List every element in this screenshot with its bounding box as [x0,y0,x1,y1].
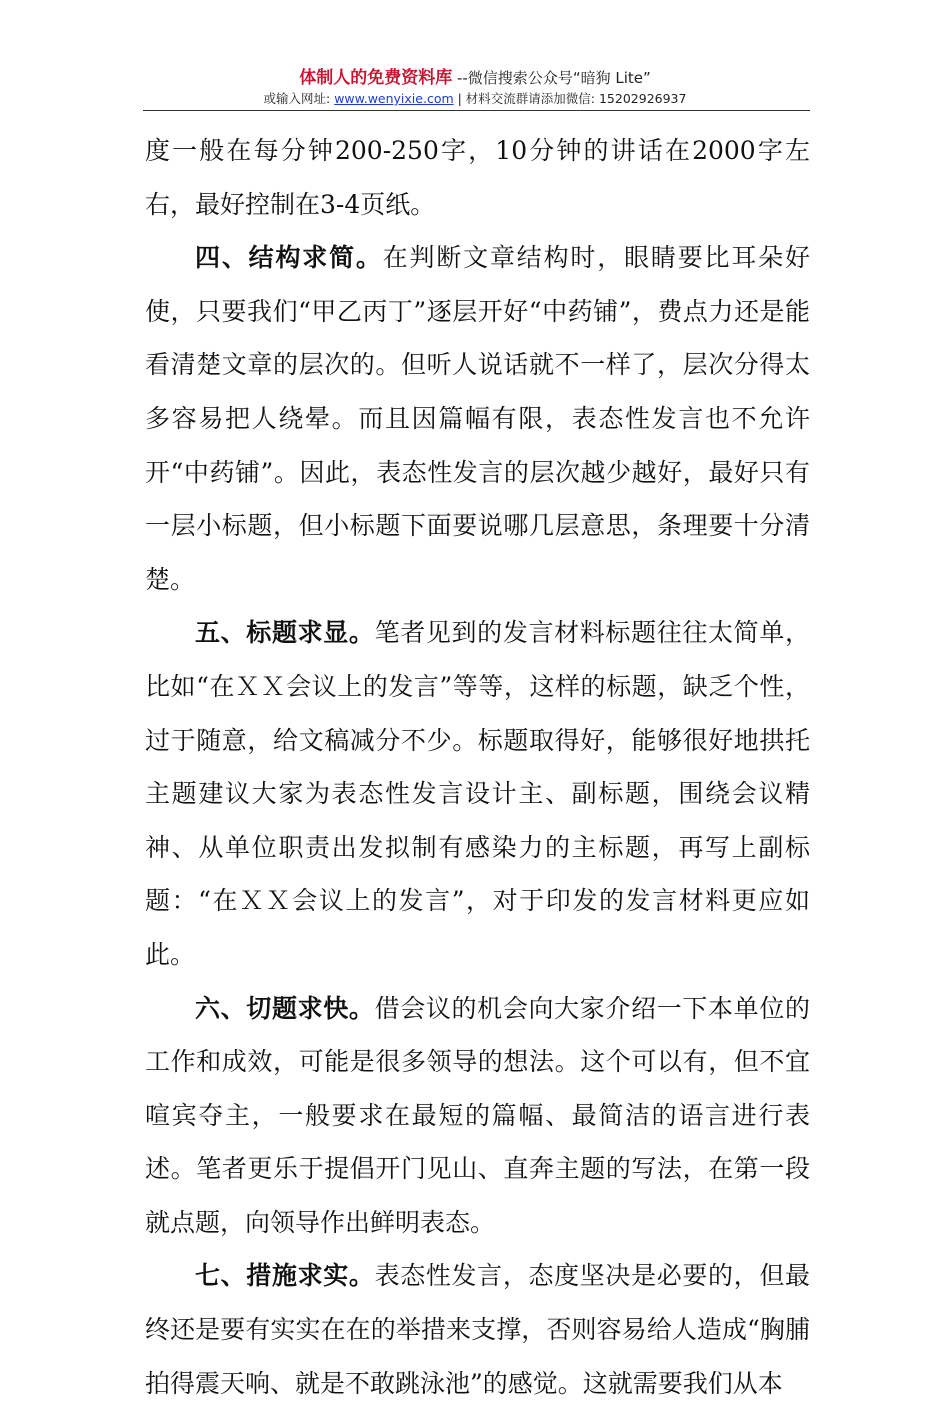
paragraph-1 [145,124,810,231]
url-prefix: 或输入网址: [263,91,335,106]
paragraph-3-text: 笔者见到的发言材料标题往往太简单，比如“在ＸＸ会议上的发言”等等，这样的标题，缺乏个性，过于随意，给文稿减分不少。标题取得好，能够很好地拱托主题建议大家为表态性发言设计主、副标题，围绕会议精神、从单位职责出发拟制有感染力的主标题，再写上副标题：“在ＸＸ会议上的发言”，对于印发的发言材料更应如此。 [145,618,810,969]
section-heading-6: 六、切题求快。 [195,993,375,1023]
paragraph-3 [145,606,810,981]
paragraph-4-text: 借会议的机会向大家介绍一下本单位的工作和成效，可能是很多领导的想法。这个可以有，但不宜喧宾夺主，一般要求在最短的篇幅、最简洁的语言进行表述。笔者更乐于提倡开门见山、直奔主题的写法，在第一段就点题，向领导作出鲜明表态。 [145,993,810,1237]
section-heading-4: 四、结构求简。 [195,243,383,273]
section-heading-5: 五、标题求显。 [195,618,375,648]
website-link[interactable]: www.wenyixie.com [334,91,454,106]
header-divider [143,110,810,111]
page-header [0,68,950,108]
paragraph-2-text: 在判断文章结构时，眼睛要比耳朵好使，只要我们“甲乙丙丁”逐层开好“中药铺”，费点力还是能看清楚文章的层次的。但听人说话就不一样了，层次分得太多容易把人绕晕。而且因篇幅有限，表态性发言也不允许开“中药铺”。因此，表态性发言的层次越少越好，最好只有一层小标题，但小标题下面要说哪几层意思，条理要十分清楚。 [145,243,810,594]
header-tagline: --微信搜索公众号“暗狗 Lite” [452,69,651,87]
paragraph-5 [145,1249,810,1410]
brand-title: 体制人的免费资料库 [299,68,453,88]
contact-info: | 材料交流群请添加微信: 15202926937 [453,91,687,106]
section-heading-7: 七、措施求实。 [195,1261,375,1291]
paragraph-4 [145,982,810,1250]
header-line-2 [0,90,950,108]
paragraph-5-text: 表态性发言，态度坚决是必要的，但最终还是要有实实在在的举措来支撑，否则容易给人造成“胸脯拍得震天响、就是不敢跳泳池”的感觉。这就需要我们从本 [145,1261,810,1398]
document-body [145,124,810,1410]
paragraph-1-text: 度一般在每分钟200-250字，10分钟的讲话在2000字左右，最好控制在3-4页纸。 [145,136,810,219]
header-line-1 [0,68,950,88]
paragraph-2 [145,231,810,606]
